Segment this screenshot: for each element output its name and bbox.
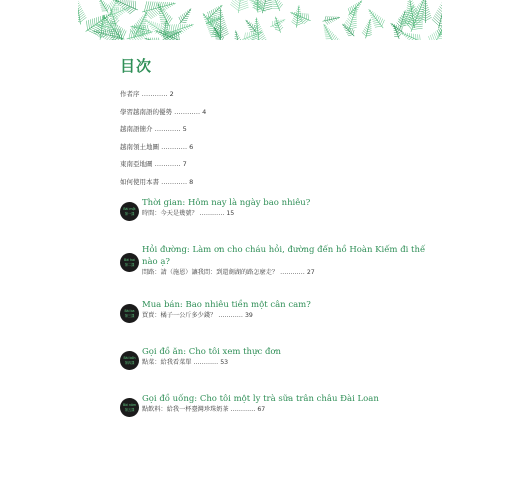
subtitle-text: 點菜：給我看菜單 [142, 359, 192, 366]
lesson-item[interactable] [120, 346, 430, 372]
fern-frond [424, 16, 442, 40]
lesson-badge [120, 253, 139, 272]
entry-label: 如何使用本書 [120, 177, 159, 186]
badge-zh: 第四課 [124, 360, 135, 365]
fern-frond [272, 16, 285, 34]
fern-leaves-banner [78, 0, 442, 40]
lesson-title: Thời gian: Hôm nay là ngày bao nhiêu? [142, 198, 311, 208]
prelim-list [120, 86, 400, 191]
lesson-title: Gọi đồ ăn: Cho tôi xem thực đơn [142, 347, 281, 357]
lesson-item[interactable] [120, 197, 430, 223]
entry-dots: ………… [199, 210, 225, 217]
entry-page: 27 [306, 269, 315, 276]
lesson-title: Gọi đồ uống: Cho tôi một ly trà sữa trân châu Đài Loan [142, 394, 379, 404]
entry-page: 8 [189, 177, 194, 186]
lesson-item[interactable] [120, 244, 430, 278]
entry-dots: ………… [161, 177, 188, 186]
lesson-title: Hỏi đường: Làm ơn cho cháu hỏi, đường đến hồ Hoàn Kiếm đi thế nào ạ? [142, 245, 426, 267]
fern-leaves-icon [78, 0, 442, 40]
fern-frond [395, 2, 419, 30]
lesson-item[interactable] [120, 299, 430, 325]
subtitle-text: 問路：請（施恩）讓我問：到還劍湖的路怎麼走？ [142, 269, 279, 276]
entry-dots: ………… [154, 160, 181, 168]
lesson-list [120, 197, 430, 419]
entry-dots: ………… [154, 125, 181, 133]
lesson-subtitle [142, 268, 430, 278]
entry-page: 7 [182, 160, 187, 168]
document-page [78, 0, 442, 500]
entry-page: 53 [220, 359, 229, 366]
badge-vi: Bài ba [124, 309, 135, 314]
entry-dots: ………… [141, 90, 168, 98]
fern-frond [231, 30, 244, 40]
lesson-subtitle [142, 311, 430, 321]
entry-page: 15 [226, 210, 235, 217]
toc-entry-vietnam-map[interactable] [120, 139, 400, 157]
fern-frond [430, 0, 442, 30]
entry-page: 67 [257, 406, 266, 413]
entry-page: 39 [244, 312, 253, 319]
entry-dots: ………… [193, 359, 219, 366]
badge-zh: 第二課 [124, 262, 135, 267]
lesson-subtitle [142, 358, 430, 368]
entry-label: 學習越南語的優勢 [120, 107, 172, 116]
fern-frond [176, 6, 195, 27]
toc-entry-sea-map[interactable] [120, 156, 400, 174]
entry-page: 4 [202, 107, 207, 116]
badge-vi: Bài bốn [123, 356, 136, 361]
lesson-title: Mua bán: Bao nhiêu tiền một cân cam? [142, 300, 311, 310]
fern-frond [317, 21, 342, 40]
entry-page: 2 [169, 90, 174, 98]
fern-frond [143, 34, 162, 40]
entry-dots: ………… [230, 406, 256, 413]
entry-page: 6 [189, 142, 194, 151]
fern-frond [78, 0, 87, 26]
badge-zh: 第五課 [124, 407, 135, 412]
subtitle-text: 時間：今天是幾號？ [142, 210, 198, 217]
entry-dots: ………… [174, 107, 201, 116]
fern-frond [267, 0, 285, 13]
fern-frond [288, 7, 313, 26]
entry-label: 作者序 [120, 90, 140, 98]
entry-label: 越南語簡介 [120, 125, 153, 133]
lesson-subtitle [142, 405, 430, 415]
fern-frond [364, 6, 388, 32]
toc-entry-intro[interactable] [120, 121, 400, 139]
lesson-badge [120, 304, 139, 323]
lesson-item[interactable] [120, 393, 430, 419]
fern-frond [95, 0, 112, 15]
subtitle-text: 點飲料：給我一杯臺灣珍珠奶茶 [142, 406, 229, 413]
toc-entry-preface[interactable] [120, 86, 400, 104]
subtitle-text: 買賣：橘子一公斤多少錢？ [142, 312, 217, 319]
entry-page: 5 [182, 125, 187, 133]
toc-entry-advantages[interactable] [120, 104, 400, 122]
badge-vi: Bài năm [122, 403, 137, 408]
badge-zh: 第一課 [124, 211, 135, 216]
toc-title: 目次 [120, 57, 153, 75]
entry-label: 越南領土地圖 [120, 142, 159, 151]
toc-entry-how-to-use[interactable] [120, 174, 400, 192]
entry-label: 東南亞地圖 [120, 160, 153, 168]
fern-frond [229, 0, 253, 14]
badge-vi: Bài một [123, 207, 136, 212]
fern-frond [322, 13, 341, 25]
entry-dots: ………… [161, 142, 188, 151]
lesson-badge [120, 202, 139, 221]
lesson-badge [120, 351, 139, 370]
entry-dots: ………… [218, 312, 243, 319]
lesson-subtitle [142, 209, 430, 219]
badge-zh: 第三課 [124, 313, 135, 318]
entry-dots: ………… [280, 269, 305, 276]
fern-frond [361, 18, 376, 40]
badge-vi: Bài hai [124, 258, 135, 263]
lesson-badge [120, 398, 139, 417]
